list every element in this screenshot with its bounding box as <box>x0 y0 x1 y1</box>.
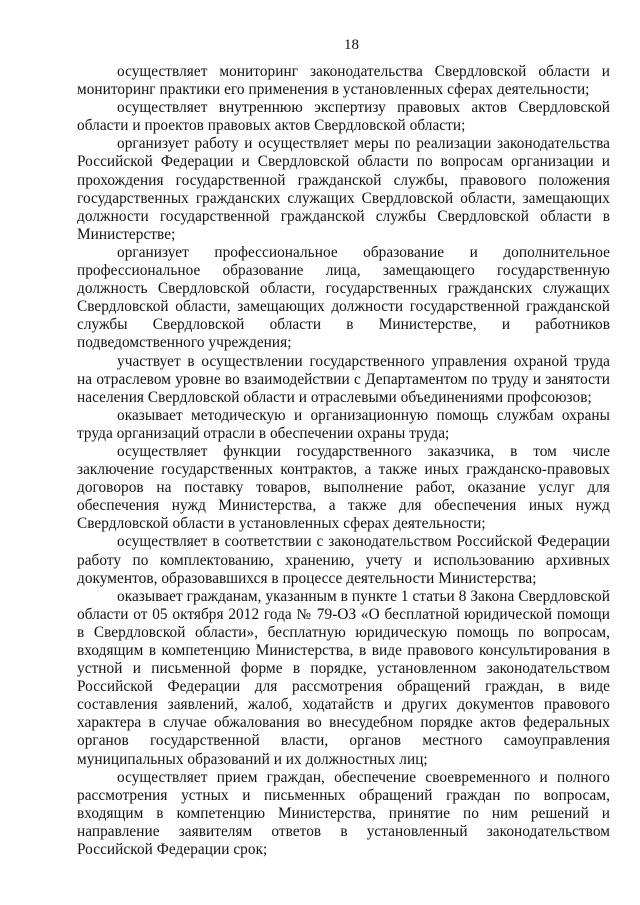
paragraph-professional-education: организует профессиональное образование и дополнительное профессиональное образование лица, замещающего государственную должность Свердловской области, государственных гражданских служащих Свердловской области, замещающих должности государственной гражданской службы Свердловской области в Министерстве, и работников подведомственного учреждения; <box>77 243 610 352</box>
paragraph-labor-protection: участвует в осуществлении государственного управления охраной труда на отраслевом уровне во взаимодействии с Департаментом по труду и занятости населения Свердловской области и отраслевыми объединениями профсоюзов; <box>77 352 610 406</box>
paragraph-citizen-reception: осуществляет прием граждан, обеспечение своевременного и полного рассмотрения устных и письменных обращений граждан по вопросам, входящим в компетенцию Министерства, принятие по ним решений и направление заявителям ответов в установленный законодательством Российской Федерации срок; <box>77 768 610 859</box>
paragraph-state-customer: осуществляет функции государственного заказчика, в том числе заключение государственных контрактов, а также иных гражданско-правовых договоров на поставку товаров, выполнение работ, оказание услуг для обеспечения нужд Министерства, а также для обеспечения иных нужд Свердловской области в установленных сферах деятельности; <box>77 442 610 533</box>
paragraph-archives: осуществляет в соответствии с законодательством Российской Федерации работу по комплектованию, хранению, учету и использованию архивных документов, образовавшихся в процессе деятельности Министерства; <box>77 533 610 587</box>
page-number: 18 <box>344 37 359 53</box>
paragraph-civil-service: организует работу и осуществляет меры по реализации законодательства Российской Федерации и Свердловской области по вопросам организации и прохождения государственной гражданской службы, правового положения государственных гражданских служащих Свердловской области, замещающих должности государственной гражданской службы Свердловской области в Министерстве; <box>77 135 610 243</box>
paragraph-monitoring: осуществляет мониторинг законодательства Свердловской области и мониторинг практики его применения в установленных сферах деятельности; <box>77 63 610 99</box>
paragraph-legal-expertise: осуществляет внутреннюю экспертизу правовых актов Свердловской области и проектов правовых актов Свердловской области; <box>77 99 610 135</box>
paragraph-free-legal-aid: оказывает гражданам, указанным в пункте 1 статьи 8 Закона Свердловской области от 05 октября 2012 года № 79-ОЗ «О бесплатной юридической помощи в Свердловской области», бесплатную юридическую помощь по вопросам, входящим в компетенцию Министерства, в виде правового консультирования в устной и письменной форме в порядке, установленном законодательством Российской Федерации для рассмотрения обращений граждан, в виде составления заявлений, жалоб, ходатайств и других документов правового характера в случае обжалования во внесудебном порядке актов федеральных органов государственной власти, органов местного самоуправления муниципальных образований и их должностных лиц; <box>77 587 610 768</box>
paragraph-methodical-help: оказывает методическую и организационную помощь службам охраны труда организаций отрасли в обеспечении охраны труда; <box>77 406 610 442</box>
